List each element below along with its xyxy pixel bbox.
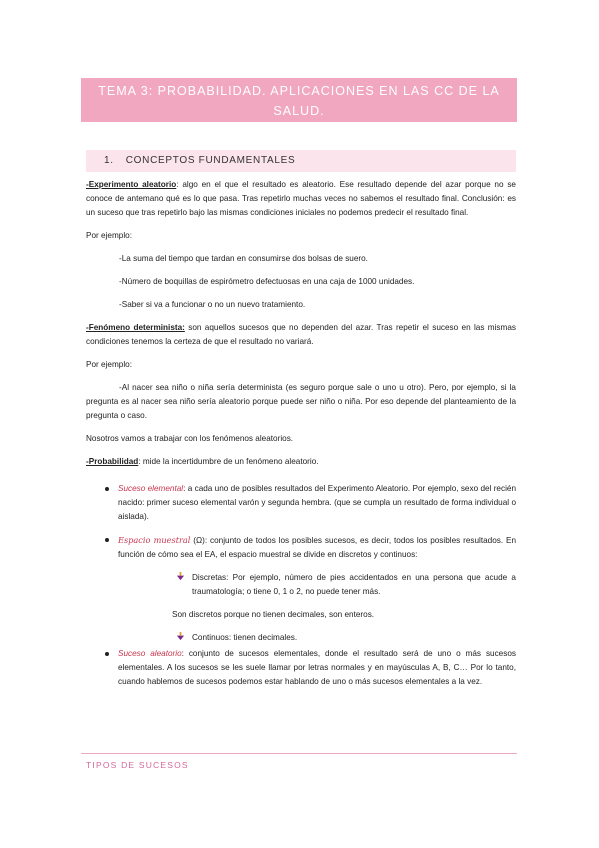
footer-divider <box>81 753 517 754</box>
text-discretos-nota: Son discretos porque no tienen decimales, son enteros. <box>172 610 375 619</box>
paragraph-nosotros: Nosotros vamos a trabajar con los fenómenos aleatorios. <box>86 434 294 443</box>
example-aleatorio-3: -Saber si va a funcionar o no un nuevo tratamiento. <box>119 300 306 309</box>
footer-heading: TIPOS DE SUCESOS <box>86 760 189 770</box>
bullet-dot-icon <box>105 487 109 491</box>
text-fenomeno: son aquellos sucesos que no dependen del azar. Tras repetir el suceso en las mismas condiciones tenemos la certeza de que el resultado no variará. <box>86 323 516 346</box>
term-probabilidad: -Probabilidad <box>86 457 139 466</box>
arrow-down-icon <box>176 572 185 581</box>
paragraph-fenomeno <box>86 321 516 349</box>
paragraph-probabilidad <box>86 455 516 469</box>
bullet-suceso-aleatorio <box>86 647 516 689</box>
text-continuos: Continuos: tienen decimales. <box>192 633 298 642</box>
label-por-ejemplo-1: Por ejemplo: <box>86 231 132 240</box>
bullet-espacio-muestral <box>86 533 516 562</box>
subitem-continuos <box>86 631 516 645</box>
title-line-1: TEMA 3: PROBABILIDAD. APLICACIONES EN LAS CC DE LA SALUD. <box>98 84 500 118</box>
bullet-suceso-elemental <box>86 482 516 524</box>
label-por-ejemplo-2: Por ejemplo: <box>86 360 132 369</box>
bullet-dot-icon <box>105 538 109 542</box>
bullet-dot-icon <box>105 652 109 656</box>
title-line-2: CURVAS ROC <box>252 124 346 138</box>
example-aleatorio-2: -Número de boquillas de espirómetro defectuosas en una caja de 1000 unidades. <box>119 277 415 286</box>
example-determinista: -Al nacer sea niño o niña sería determinista (es seguro porque sale o uno u otro). Pero, por ejemplo, si la pregunta es al nacer sea niño sería aleatorio porque puede ser niño o niña. Por eso depende del planteamiento de la pregunta o caso. <box>86 383 516 420</box>
paragraph-experimento <box>86 178 516 220</box>
text-suceso-aleatorio: : conjunto de sucesos elementales, donde el resultado será de uno o más sucesos elementales. A los sucesos se les suele llamar por letras normales y en mayúsculas A, B, C… Por lo tanto, cuando hablemos de sucesos podemos estar hablando de uno o más sucesos elementales a la vez. <box>118 649 516 686</box>
section-heading <box>86 150 516 172</box>
document-title <box>81 78 517 138</box>
term-experimento: -Experimento aleatorio <box>86 180 177 189</box>
section-label: CONCEPTOS FUNDAMENTALES <box>125 155 296 166</box>
subitem-discretas <box>86 571 516 599</box>
term-espacio-muestral: Espacio muestral <box>118 535 191 545</box>
term-suceso-aleatorio: Suceso aleatorio <box>118 649 182 658</box>
document-body <box>86 178 516 689</box>
text-experimento: : algo en el que el resultado es aleatorio. Ese resultado depende del azar porque no se conoce de antemano qué es lo que pasa. Tras repetirlo muchas veces no sabemos el resultado final. Conclusión: es un suceso que tras repetirlo bajo las mismas condiciones iniciales no podemos predecir el resultado final. <box>86 180 516 217</box>
text-probabilidad: : mide la incertidumbre de un fenómeno aleatorio. <box>138 457 319 466</box>
arrow-down-icon <box>176 632 185 641</box>
symbol-omega: (Ω): <box>190 536 208 545</box>
text-suceso-elemental: : a cada uno de posibles resultados del Experimento Aleatorio. Por ejemplo, sexo del recién nacido: primer suceso elemental varón y segunda hembra. (que se cumpla un resultado de forma individual o aislada). <box>118 484 516 521</box>
term-fenomeno: -Fenómeno determinista: <box>86 323 185 332</box>
text-discretas: Discretas: Por ejemplo, número de pies accidentados en una persona que acude a traumatología; o tiene 0, 1 o 2, no puede tener más. <box>192 573 516 596</box>
term-suceso-elemental: Suceso elemental <box>118 484 184 493</box>
example-aleatorio-1: -La suma del tiempo que tardan en consumirse dos bolsas de suero. <box>119 254 368 263</box>
section-number: 1. <box>104 155 114 166</box>
text-espacio-muestral: conjunto de todos los posibles sucesos, es decir, todos los posibles resultados. En función de cómo sea el EA, el espacio muestral se divide en discretos y continuos: <box>118 536 517 559</box>
